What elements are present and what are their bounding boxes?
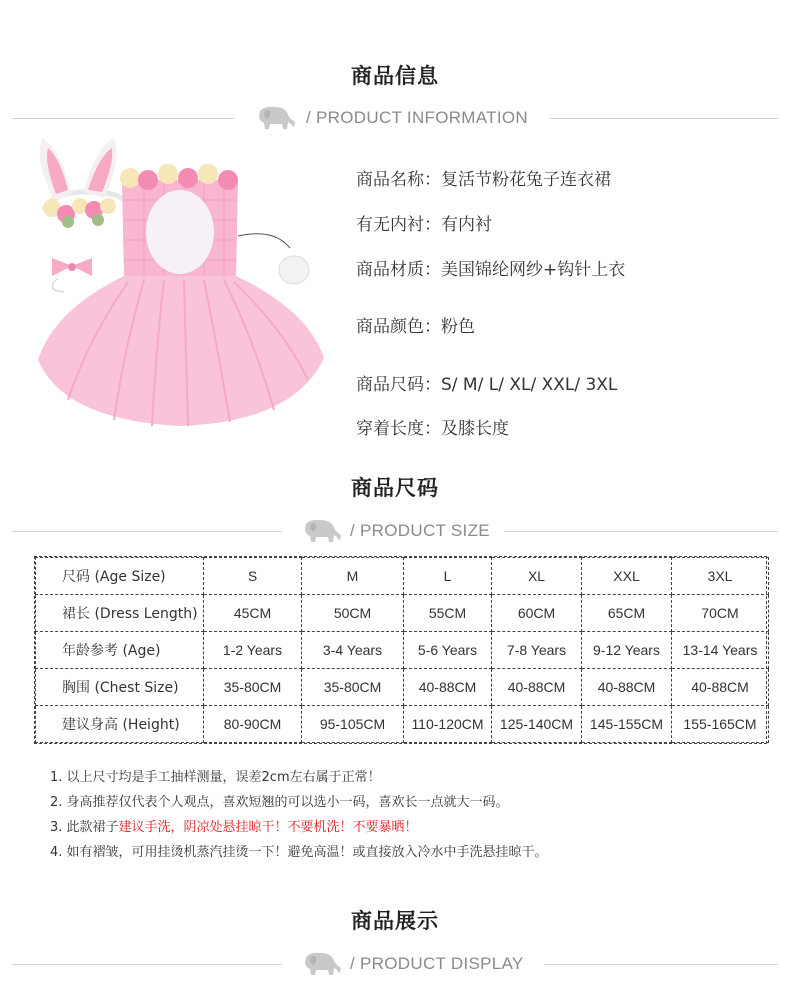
size-table: [34, 556, 767, 744]
table-cell: 145-155CM: [582, 706, 672, 743]
table-cell: 40-88CM: [672, 669, 769, 706]
table-cell: 40-88CM: [492, 669, 582, 706]
section-divider-product-info: [12, 108, 778, 128]
section-title-product-display: 商品展示: [351, 909, 439, 933]
care-notes: [50, 768, 770, 868]
info-product-name: 商品名称：复活节粉花兔子连衣裙: [356, 170, 611, 190]
table-cell: 3XL: [672, 558, 769, 595]
table-cell: 年龄参考 (Age): [36, 632, 204, 669]
table-cell: 1-2 Years: [204, 632, 302, 669]
product-image-bunny-dress: [24, 130, 334, 460]
table-cell: 110-120CM: [404, 706, 492, 743]
table-cell: 建议身高 (Height): [36, 706, 204, 743]
table-cell: 70CM: [672, 595, 769, 632]
note-1: 1. 以上尺寸均是手工抽样测量，误差2cm左右属于正常！: [50, 770, 381, 785]
table-header-row: [36, 558, 769, 595]
bunny-ears-headband: [40, 138, 132, 228]
info-color: 商品颜色：粉色: [356, 317, 475, 337]
table-cell: 7-8 Years: [492, 632, 582, 669]
table-cell: 3-4 Years: [302, 632, 404, 669]
table-cell: 50CM: [302, 595, 404, 632]
table-cell: 45CM: [204, 595, 302, 632]
table-cell: 35-80CM: [302, 669, 404, 706]
table-cell: 60CM: [492, 595, 582, 632]
table-cell: M: [302, 558, 404, 595]
note-2: 2. 身高推荐仅代表个人观点，喜欢短翘的可以选小一码，喜欢长一点就大一码。: [50, 795, 509, 810]
table-cell: 胸围 (Chest Size): [36, 669, 204, 706]
section-divider-product-display: [12, 954, 778, 974]
bunny-tail: [238, 234, 309, 284]
bow-tie: [52, 258, 92, 292]
note-4: 4. 如有褶皱，可用挂烫机蒸汽挂烫一下！避免高温！或直接放入冷水中手洗悬挂晾干。: [50, 845, 548, 860]
table-cell: 13-14 Years: [672, 632, 769, 669]
dress-bodice: [120, 164, 238, 280]
table-cell: 40-88CM: [404, 669, 492, 706]
section-subtitle-product-size: / PRODUCT SIZE: [350, 521, 490, 540]
note-3-prefix: 3. 此款裙子: [50, 820, 119, 835]
info-length: 穿着长度：及膝长度: [356, 419, 509, 439]
section-title-product-info: 商品信息: [351, 64, 439, 88]
info-material: 商品材质：美国锦纶网纱+钩针上衣: [356, 260, 626, 280]
table-row: [36, 632, 769, 669]
table-cell: L: [404, 558, 492, 595]
table-cell: 裙长 (Dress Length): [36, 595, 204, 632]
table-cell: 155-165CM: [672, 706, 769, 743]
table-cell: 5-6 Years: [404, 632, 492, 669]
table-row: [36, 669, 769, 706]
table-cell: 35-80CM: [204, 669, 302, 706]
section-subtitle-product-info: / PRODUCT INFORMATION: [306, 108, 528, 127]
table-cell: 125-140CM: [492, 706, 582, 743]
section-subtitle-product-display: / PRODUCT DISPLAY: [350, 954, 524, 973]
table-row: [36, 595, 769, 632]
table-cell: 尺码 (Age Size): [36, 558, 204, 595]
table-cell: 95-105CM: [302, 706, 404, 743]
note-3: [50, 818, 770, 843]
note-3-warning: 建议手洗，阴凉处悬挂晾干！不要机洗！不要暴晒！: [118, 820, 418, 835]
elephant-icon: [252, 105, 298, 131]
table-cell: XXL: [582, 558, 672, 595]
section-title-product-size: 商品尺码: [351, 476, 439, 500]
info-lining: 有无内衬：有内衬: [356, 215, 492, 235]
table-cell: 55CM: [404, 595, 492, 632]
table-cell: 80-90CM: [204, 706, 302, 743]
table-cell: 40-88CM: [582, 669, 672, 706]
elephant-icon: [298, 518, 344, 544]
info-sizes: 商品尺码：S/ M/ L/ XL/ XXL/ 3XL: [356, 375, 618, 395]
table-row: [36, 706, 769, 743]
table-cell: 9-12 Years: [582, 632, 672, 669]
elephant-icon: [298, 951, 344, 977]
section-divider-product-size: [12, 521, 778, 541]
tutu-skirt: [38, 276, 324, 426]
table-cell: 65CM: [582, 595, 672, 632]
table-cell: S: [204, 558, 302, 595]
table-cell: XL: [492, 558, 582, 595]
